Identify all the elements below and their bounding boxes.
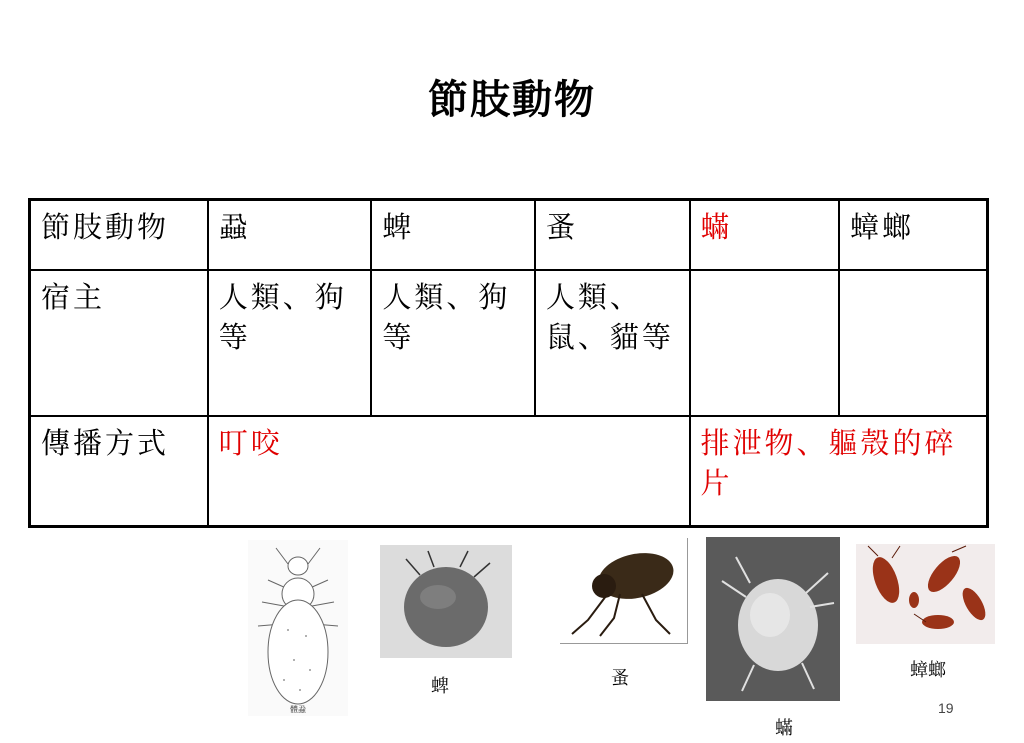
transmission-label: 傳播方式 bbox=[30, 416, 208, 527]
transmission-debris: 排泄物、軀殼的碎片 bbox=[690, 416, 988, 527]
host-mite bbox=[690, 270, 839, 416]
page-number: 19 bbox=[938, 700, 954, 716]
host-tick: 人類、狗等 bbox=[371, 270, 535, 416]
host-label: 宿主 bbox=[30, 270, 208, 416]
col-tick: 蜱 bbox=[371, 200, 535, 271]
col-cockroach: 蟑螂 bbox=[839, 200, 988, 271]
host-cockroach bbox=[839, 270, 988, 416]
cockroach-caption: 蟑螂 bbox=[910, 660, 946, 681]
host-louse: 人類、狗等 bbox=[208, 270, 372, 416]
tick-caption: 蜱 bbox=[431, 676, 449, 697]
col-flea: 蚤 bbox=[535, 200, 690, 271]
col-mite: 蟎 bbox=[690, 200, 839, 271]
host-flea: 人類、鼠、貓等 bbox=[535, 270, 690, 416]
header-label: 節肢動物 bbox=[30, 200, 208, 271]
table-row bbox=[30, 270, 988, 416]
flea-image bbox=[560, 538, 688, 644]
slide-title: 節肢動物 bbox=[428, 76, 596, 123]
transmission-bite: 叮咬 bbox=[208, 416, 690, 527]
cockroach-image bbox=[856, 544, 995, 644]
flea-caption: 蚤 bbox=[611, 668, 629, 689]
table-row bbox=[30, 200, 988, 271]
tick-image bbox=[380, 545, 512, 658]
louse-image bbox=[248, 540, 348, 716]
mite-image bbox=[706, 537, 840, 701]
col-louse: 蝨 bbox=[208, 200, 372, 271]
mite-caption: 蟎 bbox=[775, 718, 793, 739]
louse-sub-label: 體蝨 bbox=[290, 705, 306, 714]
arthropod-table bbox=[28, 198, 989, 528]
table-row bbox=[30, 416, 988, 527]
